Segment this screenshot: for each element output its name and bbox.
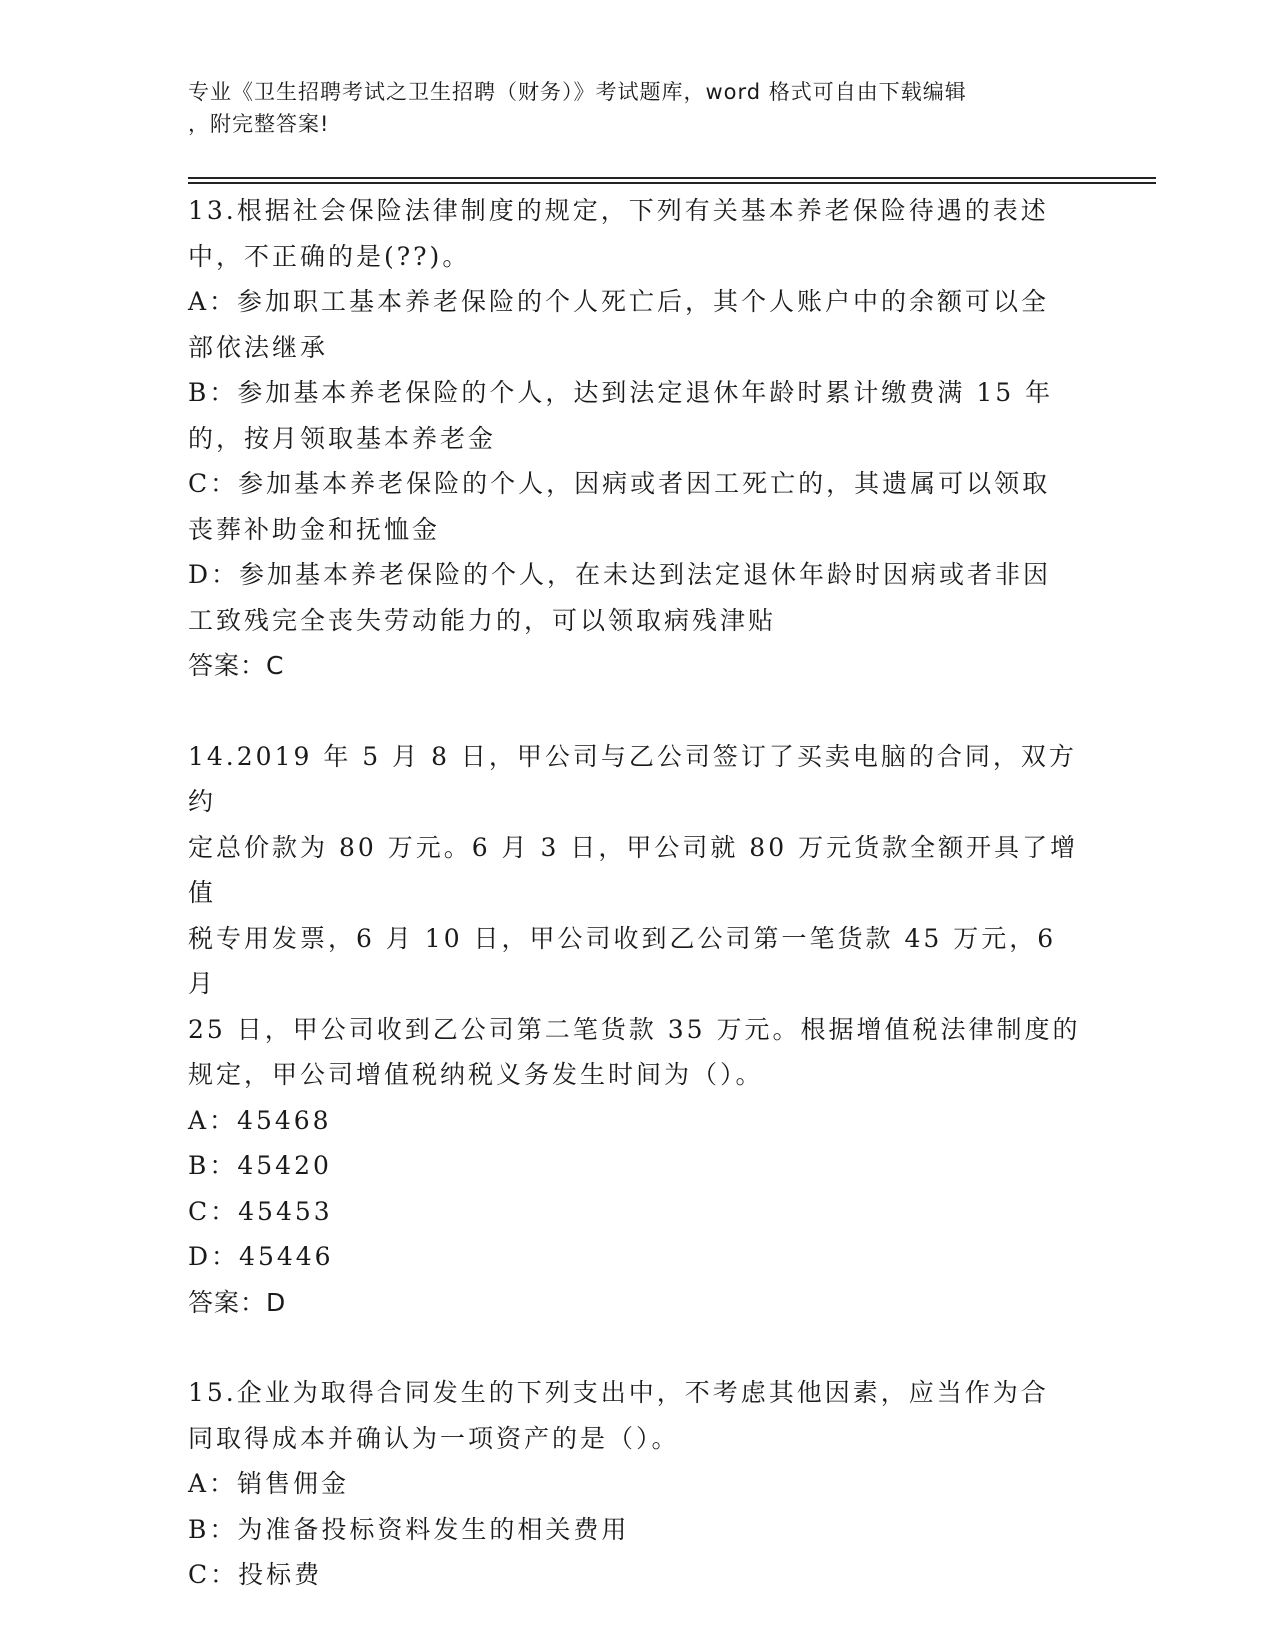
question-stem-line: 规定，甲公司增值税纳税义务发生时间为（）。	[188, 1060, 764, 1089]
header-rule-top	[188, 177, 1156, 179]
option-d: D：45446	[188, 1242, 334, 1271]
header-line-2: ，附完整答案!	[188, 112, 330, 136]
question-stem-line: 15.企业为取得合同发生的下列支出中，不考虑其他因素，应当作为合	[188, 1378, 1049, 1407]
answer-14: 答案：D	[188, 1287, 287, 1317]
option-c-cont: 丧葬补助金和抚恤金	[188, 514, 441, 544]
option-d: D：参加基本养老保险的个人，在未达到法定退休年龄时因病或者非因	[188, 560, 1052, 589]
question-14	[188, 734, 1088, 1326]
option-b-cont: 的，按月领取基本养老金	[188, 423, 497, 453]
option-b: B：为准备投标资料发生的相关费用	[188, 1514, 630, 1544]
option-a: A：销售佣金	[188, 1469, 350, 1498]
question-stem-line: 定总价款为 80 万元。6 月 3 日，甲公司就 80 万元货款全额开具了增值	[188, 832, 1079, 907]
question-stem-line: 中，不正确的是(??)。	[188, 241, 471, 271]
option-a: A：参加职工基本养老保险的个人死亡后，其个人账户中的余额可以全	[188, 287, 1050, 316]
question-stem-line: 13.根据社会保险法律制度的规定，下列有关基本养老保险待遇的表述	[188, 196, 1049, 225]
question-stem-line: 25 日，甲公司收到乙公司第二笔货款 35 万元。根据增值税法律制度的	[188, 1014, 1081, 1044]
question-stem-line: 税专用发票，6 月 10 日，甲公司收到乙公司第一笔货款 45 万元，6 月	[188, 923, 1057, 998]
option-c: C：投标费	[188, 1560, 323, 1589]
header-rule-bottom	[188, 182, 1156, 184]
option-c: C：参加基本养老保险的个人，因病或者因工死亡的，其遗属可以领取	[188, 469, 1051, 498]
header-line-1: 专业《卫生招聘考试之卫生招聘（财务）》考试题库，word 格式可自由下载编辑	[188, 80, 967, 104]
question-15	[188, 1370, 1088, 1598]
question-list	[188, 188, 1088, 1643]
question-stem-line: 14.2019 年 5 月 8 日，甲公司与乙公司签订了买卖电脑的合同，双方约	[188, 741, 1077, 816]
question-stem-line: 同取得成本并确认为一项资产的是（）。	[188, 1423, 680, 1453]
option-b: B：参加基本养老保险的个人，达到法定退休年龄时累计缴费满 15 年	[188, 378, 1054, 407]
option-b: B：45420	[188, 1151, 332, 1180]
question-13	[188, 188, 1088, 689]
document-header	[188, 76, 1068, 140]
option-a: A：45468	[188, 1105, 332, 1135]
option-a-cont: 部依法继承	[188, 332, 329, 362]
option-c: C：45453	[188, 1196, 333, 1226]
answer-13: 答案：C	[188, 651, 285, 680]
option-d-cont: 工致残完全丧失劳动能力的，可以领取病残津贴	[188, 605, 777, 635]
